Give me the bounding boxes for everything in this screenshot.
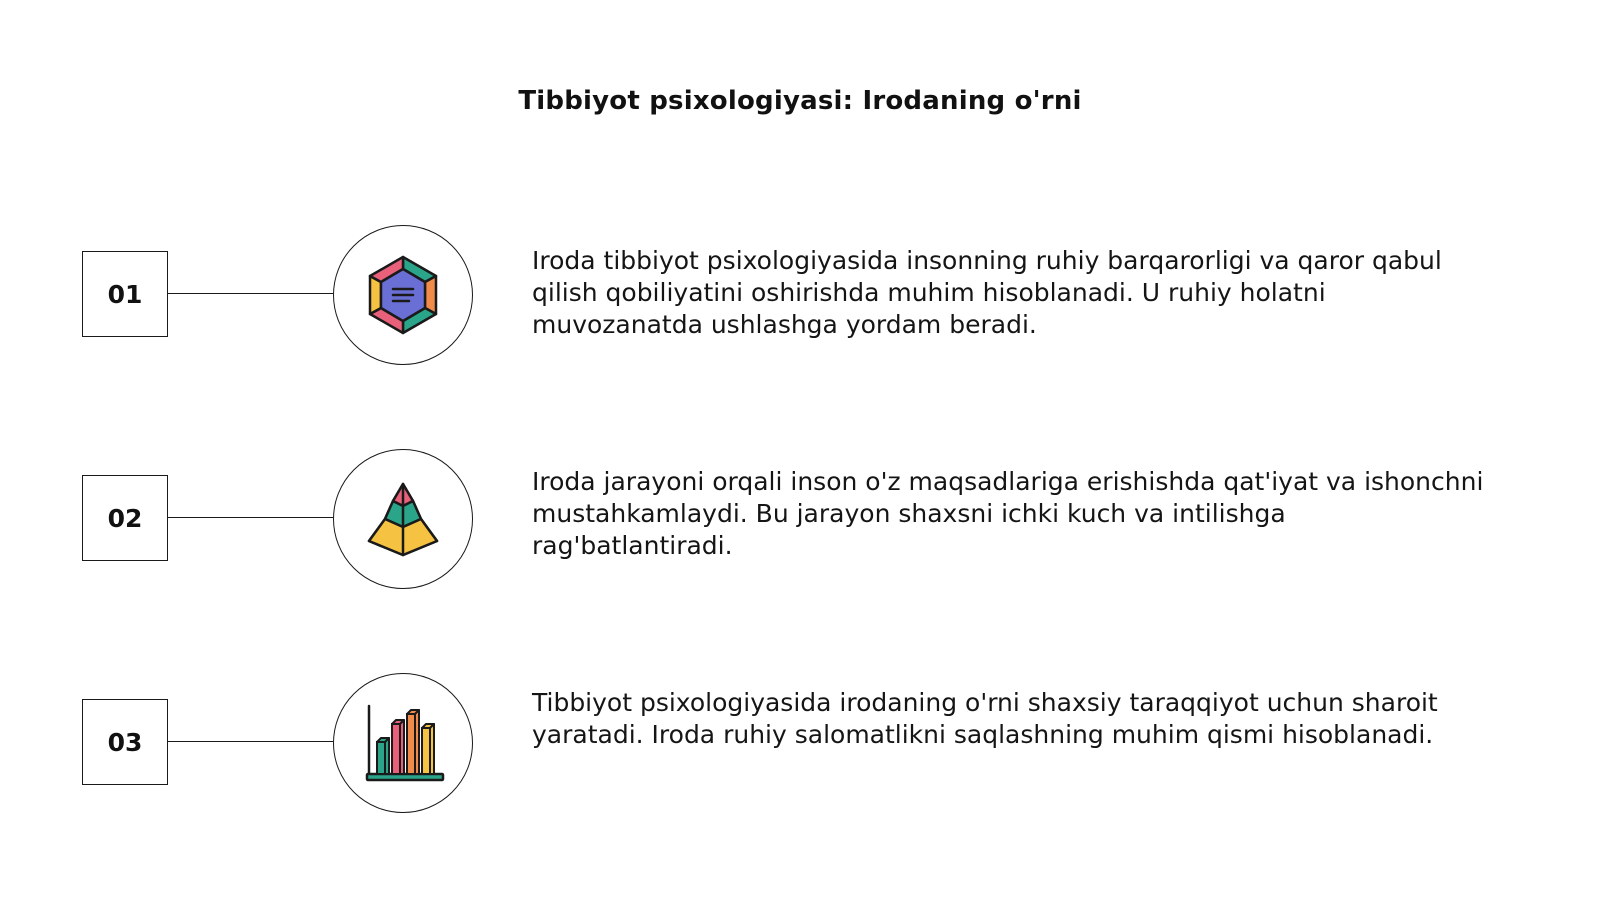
item-description: Iroda jarayoni orqali inson o'z maqsadlariga erishishda qat'iyat va ishonchni mustahkamlaydi. Bu jarayon shaxsni ichki kuch va intilishga rag'batlantiradi. [532,467,1484,560]
item-number-box [82,699,168,785]
item-number-box [82,475,168,561]
connector-line [168,741,333,742]
item-number-box [82,251,168,337]
connector-line [168,293,333,294]
list-item [0,449,1600,589]
list-item [0,673,1600,813]
pyramid-icon [333,449,473,589]
item-number: 03 [107,727,143,757]
page-title: Tibbiyot psixologiyasi: Irodaning o'rni [518,86,1082,116]
item-number: 02 [107,503,143,533]
connector-line [168,517,333,518]
list-item [0,225,1600,365]
item-description: Tibbiyot psixologiyasida irodaning o'rni shaxsiy taraqqiyot uchun sharoit yaratadi. Iroda ruhiy salomatlikni saqlashning muhim qismi hisoblanadi. [532,688,1438,749]
item-description: Iroda tibbiyot psixologiyasida insonning ruhiy barqarorligi va qaror qabul qilish qobiliyatini oshirishda muhim hisoblanadi. U ruhiy holatni muvozanatda ushlashga yordam beradi. [532,246,1442,339]
item-number: 01 [107,279,143,309]
bar-chart-icon [333,673,473,813]
hexagon-document-icon [333,225,473,365]
